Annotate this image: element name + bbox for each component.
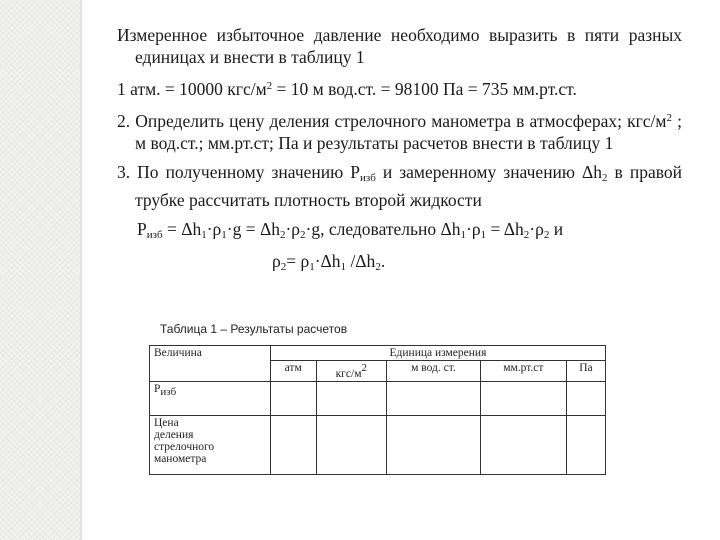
table-cell	[480, 382, 566, 416]
results-table	[149, 345, 606, 475]
table-cell	[316, 416, 387, 475]
formula-1: $Р_{изб} = \Delta h_1\cdot\rho_1\cdot g = \Delta h_2\cdot\rho_2\cdot g$, следовательно $\Delta h_1\cdot\rho_1 = \Delta h_2\cdot\rho_2$ и	[137, 219, 564, 241]
table-cell	[480, 416, 566, 475]
table-row	[150, 416, 606, 475]
row-label-division: Цена деления стрелочного манометра	[150, 416, 271, 475]
table-cell	[270, 382, 316, 416]
table-cell	[566, 382, 605, 416]
table-cell	[566, 416, 605, 475]
unit-kgf: кгс/$м^2$	[316, 361, 387, 382]
formula-2: $\rho_2= \rho_1\cdot\Delta h_1$ $/\Delta h_2$.	[272, 251, 386, 273]
sidebar-divider	[80, 0, 82, 540]
slide-body	[117, 24, 682, 278]
row-label-pressure: $Р_{изб}$	[150, 382, 271, 416]
unit-pa: Па	[566, 361, 605, 382]
table-cell	[270, 416, 316, 475]
paragraph-2: 1 атм. = 10000 кгс/$м^2 = 10$ м вод.ст. = 98100 Па = 735 мм.рт.ст.	[117, 79, 577, 99]
unit-water: м вод. ст.	[387, 361, 481, 382]
table-row	[150, 382, 606, 416]
table-cell	[316, 382, 387, 416]
table-cell	[387, 416, 481, 475]
paragraph-1: Измеренное избыточное давление необходимо выразить в пяти разных единицах и внести в таблицу 1	[117, 25, 682, 67]
unit-mercury: мм.рт.ст	[480, 361, 566, 382]
header-quantity: Величина	[150, 346, 271, 382]
table-caption: Таблица 1 – Результаты расчетов	[160, 322, 348, 336]
table-header-row	[150, 346, 606, 361]
paragraph-3: 2. Определить цену деления стрелочного манометра в атмосферах; кгс/$м^2$ ; м вод.ст.; мм.рт.ст; Па и результаты расчетов внести в таблицу 1	[117, 111, 682, 153]
paragraph-4: 3. По полученному значению $Р_{изб}$ и замеренному значению $\Delta h_2$ в правой трубке рассчитать плотность второй жидкости	[117, 162, 682, 210]
header-units: Единица измерения	[270, 346, 605, 361]
sidebar-pattern	[0, 0, 80, 540]
unit-atm: атм	[270, 361, 316, 382]
table-cell	[387, 382, 481, 416]
